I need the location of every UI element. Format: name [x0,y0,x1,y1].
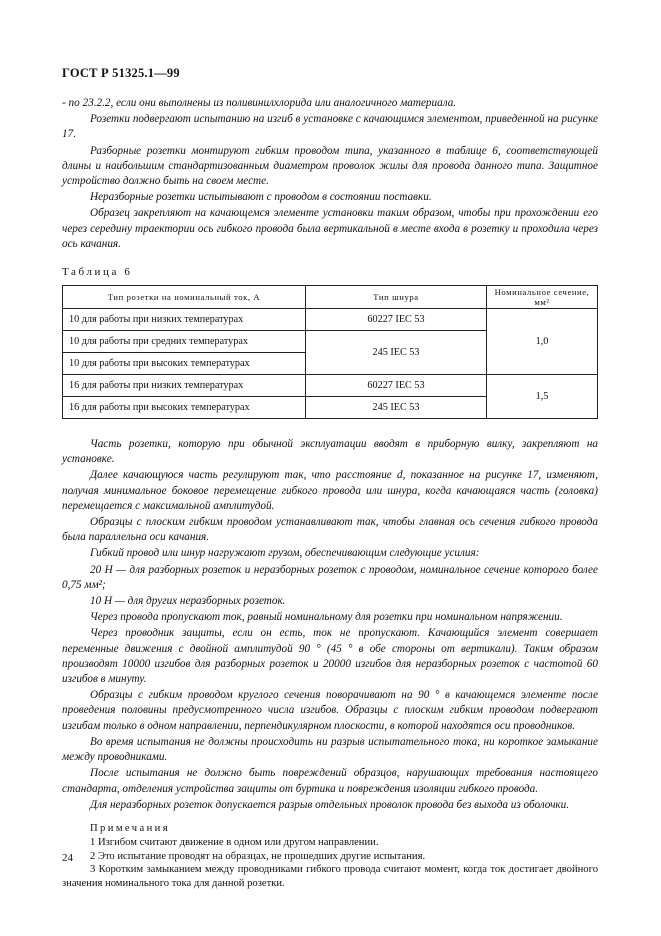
table-cell: 16 для работы при высоких температурах [63,397,306,419]
table-cell: 60227 IEC 53 [306,375,487,397]
paragraph: Через провода пропускают ток, равный номинальному для розетки при номинальном напряжении. [90,611,563,624]
paragraph: Во время испытания не должны происходить ни разрыв испытательного тока, ни короткое замыкание между проводниками. [62,735,598,764]
table-row [63,375,598,397]
table-caption: Таблица 6 [62,266,133,279]
paragraph: Розетки подвергают испытанию на изгиб в установке с качающимся элементом, приведенной на рисунке 17. [62,113,598,141]
table-cell: 1,0 [487,309,598,375]
paragraph: Образец закрепляют на качающемся элементе установки таким образом, чтобы при прохождении его через середину траектории ось гибкого провода была вертикальной в месте входа в розетку и проходила через ось качания. [62,207,598,250]
table-cell: 245 IEC 53 [306,397,487,419]
table-header-row [63,286,598,309]
paragraph: 20 Н — для разборных розеток и неразборных розеток с проводом, номинальное сечение которого более 0,75 мм²; [62,563,598,591]
paragraph: Образцы с плоским гибким проводом устанавливают так, чтобы главная ось сечения гибкого провода была параллельна оси качания. [62,516,598,544]
table-cell: 1,5 [487,375,598,419]
table-cell: 10 для работы при низких температурах [63,309,306,331]
column-header: Номинальное сечение, мм² [487,286,598,309]
paragraph: - по 23.2.2, если они выполнены из поливинилхлорида или аналогичного материала. [62,97,457,109]
page-number: 24 [62,852,73,864]
table-cell: 10 для работы при средних температурах [63,331,306,353]
paragraph: 10 Н — для других неразборных розеток. [90,595,286,608]
document-header: ГОСТ Р 51325.1—99 [62,66,180,80]
paragraph: Образцы с гибким проводом круглого сечения поворачивают на 90 ° в качающемся элементе после проведения половины предусмотренного числа изгибов. Образцы с плоским гибким проводом подвергают изгибам только в одном направлении, перпендикулярном плоскости, в которой находятся оси проводников. [62,689,598,732]
table-6 [62,285,598,419]
table-cell: 60227 IEC 53 [306,309,487,331]
paragraph: Для неразборных розеток допускается разрыв отдельных проволок провода без выхода из оболочки. [90,798,570,811]
table-row [63,309,598,331]
notes-title: Примечания [90,822,170,834]
paragraph: Разборные розетки монтируют гибким проводом типа, указанного в таблице 6, соответствующей длины и наибольшим стандартизованным диаметром проволок жилы для провода данного типа. Защитное устройство должно быть на своем месте. [62,144,598,188]
column-header: Тип шнура [306,286,487,309]
paragraph: Далее качающуюся часть регулируют так, что расстояние d, показанное на рисунке 17, изменяют, получая минимальное боковое перемещение гибкого провода или шнура, когда качающаяся часть (головка) перемещается с максимальной амплитудой. [62,469,598,512]
paragraph: Часть розетки, которую при обычной эксплуатации вводят в приборную вилку, закрепляют на установке. [62,438,598,466]
page-content [62,96,598,891]
paragraph: Через проводник защиты, если он есть, ток не пропускают. Качающийся элемент совершает переменные движения с двойной амплитудой 90 ° (45 ° в обе стороны от вертикали). Таким образом производят 10000 изгибов для разборных розеток и 20000 изгибов для неразборных розеток с частотой 60 изгибов в минуту. [62,627,598,686]
column-header: Тип розетки на номинальный ток, А [63,286,306,309]
paragraph: Гибкий провод или шнур нагружают грузом, обеспечивающим следующие усилия: [90,547,480,560]
paragraph: Неразборные розетки испытывают с проводом в состоянии поставки. [90,191,432,204]
note-item: 3 Коротким замыканием между проводниками гибкого провода считают момент, когда ток достигает двойного значения номинального тока для данной розетки. [62,864,598,890]
note-item: 2 Это испытание проводят на образцах, не прошедших другие испытания. [90,850,426,862]
notes-section [62,822,598,891]
note-item: 1 Изгибом считают движение в одном или другом направлении. [90,836,379,848]
table-cell: 245 IEC 53 [306,331,487,375]
spacer [62,419,598,437]
table-cell: 10 для работы при высоких температурах [63,353,306,375]
paragraph: После испытания не должно быть повреждений образцов, нарушающих требования настоящего стандарта, отделения устройства защиты от буртика и повреждения изоляции гибкого провода. [62,767,598,795]
table-cell: 16 для работы при низких температурах [63,375,306,397]
